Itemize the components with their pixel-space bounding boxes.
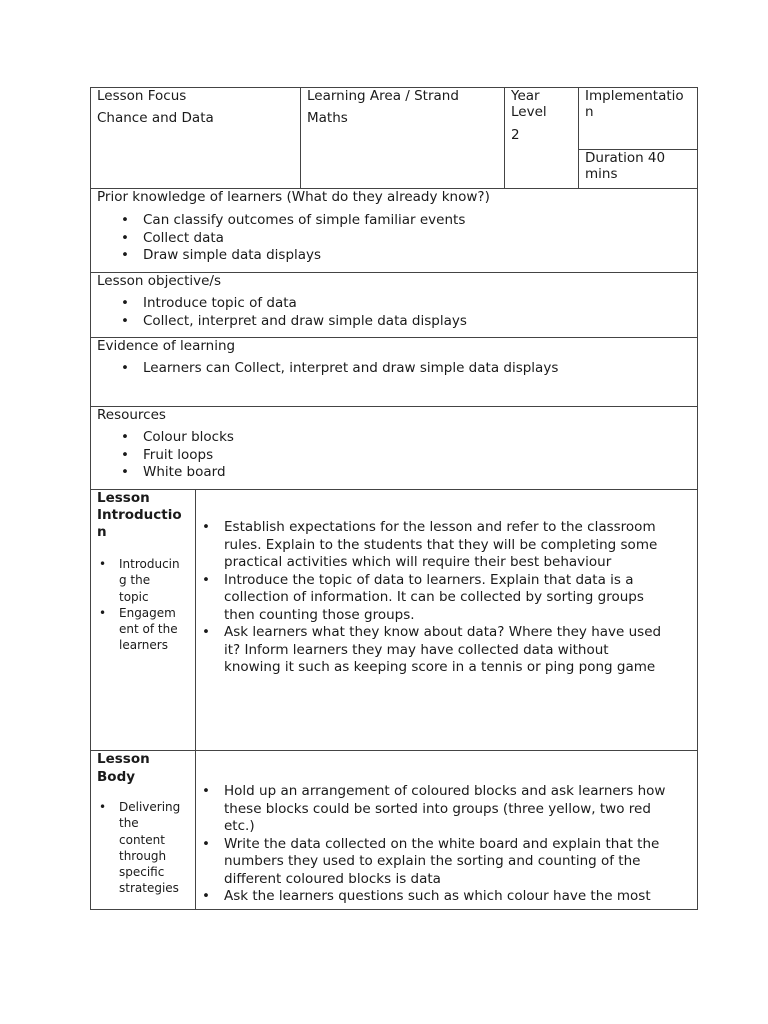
item-line: • Establish expectations for the lesson and refer to the classroom	[224, 519, 656, 535]
list-item: • Colour blocks	[119, 429, 234, 447]
evidence-title: Evidence of learning	[97, 338, 236, 354]
prior-knowledge-section	[90, 188, 698, 273]
side-item-line: topic	[119, 589, 149, 604]
objectives-title: Lesson objective/s	[97, 273, 221, 289]
item-line: these blocks could be sorted into groups (three yellow, two red	[224, 800, 651, 817]
item-line: knowing it such as keeping score in a tennis or ping pong game	[224, 659, 656, 675]
list-item	[97, 605, 180, 654]
list-item: • Learners can Collect, interpret and draw simple data displays	[119, 360, 558, 378]
lesson-focus-label: Lesson Focus	[97, 88, 187, 104]
resources-title: Resources	[97, 407, 166, 423]
prior-knowledge-title: Prior knowledge of learners (What do they already know?)	[97, 189, 490, 205]
list-item: • Introduce topic of data	[119, 295, 467, 313]
item-line: numbers they used to explain the sorting and counting of the	[224, 853, 641, 869]
side-item-line: content	[119, 832, 165, 847]
list-item	[97, 799, 180, 897]
implementation-cell	[578, 87, 698, 150]
list-item: • Fruit loops	[119, 447, 234, 465]
side-item-line: • Engagem	[119, 605, 176, 620]
list-item	[200, 572, 661, 625]
item-line: etc.)	[224, 818, 255, 834]
item-line: • Hold up an arrangement of coloured blocks and ask learners how	[224, 783, 666, 799]
list-item: • Collect, interpret and draw simple data displays	[119, 313, 467, 331]
list-item	[97, 556, 180, 605]
item-line: rules. Explain to the students that they will be completing some	[224, 536, 658, 553]
side-item-line: through	[119, 848, 167, 863]
year-level-label-2: Level	[511, 104, 547, 120]
item-line: • Write the data collected on the white board and explain that the	[224, 835, 660, 852]
side-item-line: the	[119, 816, 139, 831]
list-item: • White board	[119, 464, 234, 482]
resources-list	[119, 429, 234, 482]
list-item: • Can classify outcomes of simple familiar events	[119, 212, 465, 230]
evidence-list	[119, 360, 558, 378]
item-line: it? Inform learners they may have collected data without	[224, 641, 609, 658]
implementation-label-1: Implementatio	[585, 88, 684, 104]
year-level-cell	[504, 87, 579, 189]
side-item-line: ent of the	[119, 622, 178, 637]
body-heading-line: Body	[97, 769, 136, 785]
side-item-line: strategies	[119, 881, 179, 896]
list-item	[200, 888, 665, 906]
list-item: • Draw simple data displays	[119, 247, 465, 265]
learning-area-value: Maths	[307, 110, 348, 126]
introduction-heading-line: n	[97, 524, 107, 540]
learning-area-cell	[300, 87, 505, 189]
implementation-label-2: n	[585, 104, 594, 120]
item-line: different coloured blocks is data	[224, 870, 441, 887]
item-line: • Introduce the topic of data to learners. Explain that data is a	[224, 571, 634, 588]
side-item-line: • Introducin	[119, 557, 180, 571]
list-item	[200, 519, 661, 572]
item-line: • Ask learners what they know about data? Where they have used	[224, 624, 662, 640]
list-item	[200, 836, 665, 889]
side-item-line: specific	[119, 865, 165, 880]
list-item: • Collect data	[119, 230, 465, 248]
body-side-cell	[90, 750, 196, 910]
duration-label-2: mins	[585, 166, 618, 182]
introduction-main-cell	[195, 489, 698, 751]
evidence-section	[90, 337, 698, 407]
introduction-side-list	[97, 556, 180, 654]
body-heading-line: Lesson	[97, 751, 150, 767]
objectives-section	[90, 272, 698, 338]
year-level-label-1: Year	[511, 88, 540, 104]
list-item	[200, 783, 665, 836]
learning-area-label: Learning Area / Strand	[307, 88, 459, 104]
introduction-list	[200, 519, 661, 677]
duration-cell	[578, 149, 698, 189]
item-line: then counting those groups.	[224, 606, 415, 623]
side-item-line: • Delivering	[119, 800, 181, 814]
prior-knowledge-list	[119, 212, 465, 265]
lesson-focus-cell	[90, 87, 301, 189]
body-list	[200, 783, 665, 906]
item-line: collection of information. It can be collected by sorting groups	[224, 589, 644, 605]
side-item-line: learners	[119, 638, 168, 653]
list-item	[200, 624, 661, 677]
body-main-cell	[195, 750, 698, 910]
side-item-line: g the	[119, 573, 151, 588]
year-level-value: 2	[511, 127, 520, 143]
objectives-list	[119, 295, 467, 330]
introduction-heading-line: Lesson	[97, 490, 150, 506]
introduction-heading-line: Introductio	[97, 507, 182, 523]
introduction-side-cell	[90, 489, 196, 751]
body-side-list	[97, 799, 180, 897]
duration-label-1: Duration 40	[585, 150, 666, 166]
item-line: • Ask the learners questions such as which colour have the most	[224, 888, 651, 904]
item-line: practical activities which will require their best behaviour	[224, 554, 612, 570]
resources-section	[90, 406, 698, 490]
lesson-focus-value: Chance and Data	[97, 110, 214, 126]
